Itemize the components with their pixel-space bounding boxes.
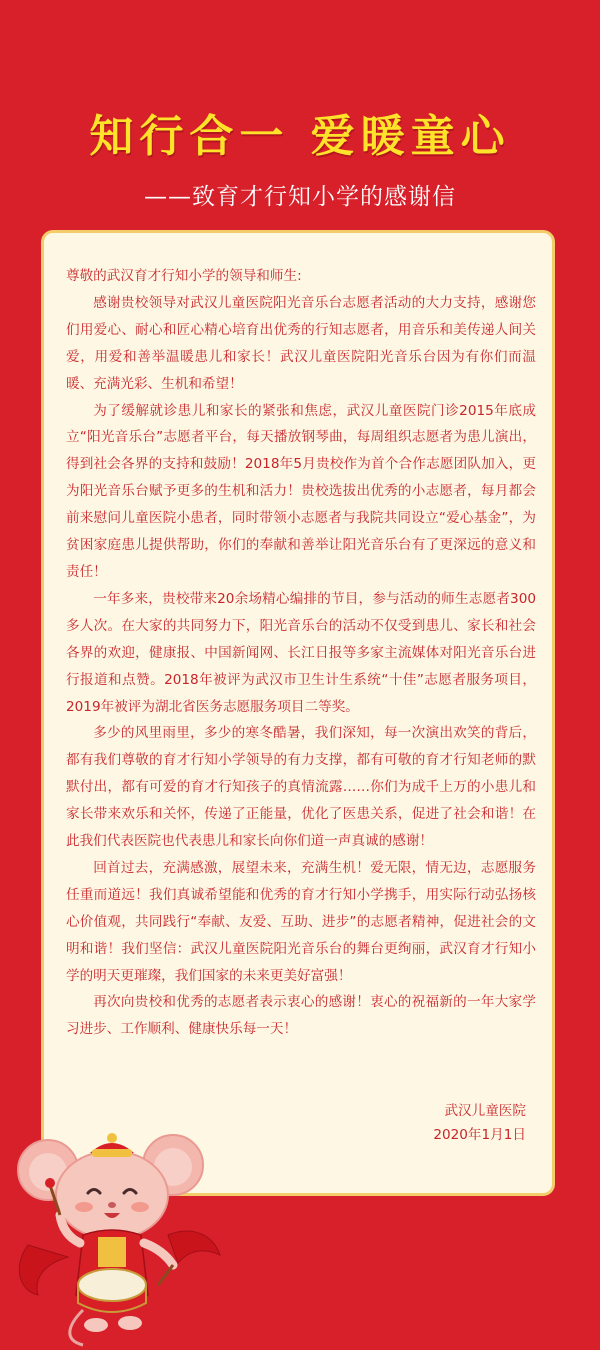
letter-paragraph: 多少的风里雨里，多少的寒冬酷暑，我们深知，每一次演出欢笑的背后，都有我们尊敬的育才行知小学领导的有力支撑，都有可敬的育才行知老师的默默付出，都有可爱的育才行知孩子的真情流露……你们为成千上万的小患儿和家长带来欢乐和关怀，传递了正能量，优化了医患关系，促进了社会和谐！在此我们代表医院也代表患儿和家长向你们道一声真诚的感谢！: [66, 725, 536, 850]
poster-title: 知行合一 爱暖童心: [89, 111, 511, 162]
letter-signature-block: [433, 1099, 526, 1147]
letter-card: [41, 230, 555, 1196]
mouse-drummer-illustration: [8, 1125, 228, 1350]
letter-date: 2020年1月1日: [433, 1127, 526, 1143]
letter-paragraph: 再次向贵校和优秀的志愿者表示衷心的感谢！衷心的祝福新的一年大家学习进步、工作顺利、健康快乐每一天！: [66, 994, 536, 1038]
letter-signature: 武汉儿童医院: [444, 1103, 526, 1119]
letter-paragraph: 感谢贵校领导对武汉儿童医院阳光音乐台志愿者活动的大力支持，感谢您们用爱心、耐心和匠心精心培育出优秀的行知志愿者，用音乐和美传递人间关爱，用爱和善举温暖患儿和家长！武汉儿童医院阳光音乐台因为有你们而温暖、充满光彩、生机和希望！: [66, 294, 536, 392]
letter-paragraph: 一年多来，贵校带来20余场精心编排的节目，参与活动的师生志愿者300多人次。在大家的共同努力下，阳光音乐台的活动不仅受到患儿、家长和社会各界的欢迎，健康报、中国新闻网、长江日报等多家主流媒体对阳光音乐台进行报道和点赞。2018年被评为武汉市卫生计生系统“十佳”志愿者服务项目，2019年被评为湖北省医务志愿服务项目二等奖。: [66, 590, 536, 715]
letter-body: [66, 263, 536, 1043]
letter-paragraph: 回首过去，充满感激，展望未来，充满生机！爱无限，情无边，志愿服务任重而道远！我们真诚希望能和优秀的育才行知小学携手，用实际行动弘扬核心价值观，共同践行“奉献、友爱、互助、进步”的志愿者精神，促进社会的文明和谐！我们坚信：武汉儿童医院阳光音乐台的舞台更绚丽，武汉育才行知小学的明天更璀璨，我们国家的未来更美好富强！: [66, 859, 536, 984]
poster-subtitle: ——致育才行知小学的感谢信: [144, 184, 456, 210]
letter-greeting: 尊敬的武汉育才行知小学的领导和师生:: [66, 268, 302, 284]
letter-paragraph: 为了缓解就诊患儿和家长的紧张和焦虑，武汉儿童医院门诊2015年底成立“阳光音乐台”志愿者平台，每天播放钢琴曲，每周组织志愿者为患儿演出，得到社会各界的支持和鼓励！2018年5月贵校作为首个合作志愿团队加入，更为阳光音乐台赋予更多的生机和活力！贵校选拔出优秀的小志愿者，每月都会前来慰问儿童医院小患者，同时带领小志愿者与我院共同设立“爱心基金”，为贫困家庭患儿提供帮助，你们的奉献和善举让阳光音乐台有了更深远的意义和责任！: [66, 402, 536, 580]
